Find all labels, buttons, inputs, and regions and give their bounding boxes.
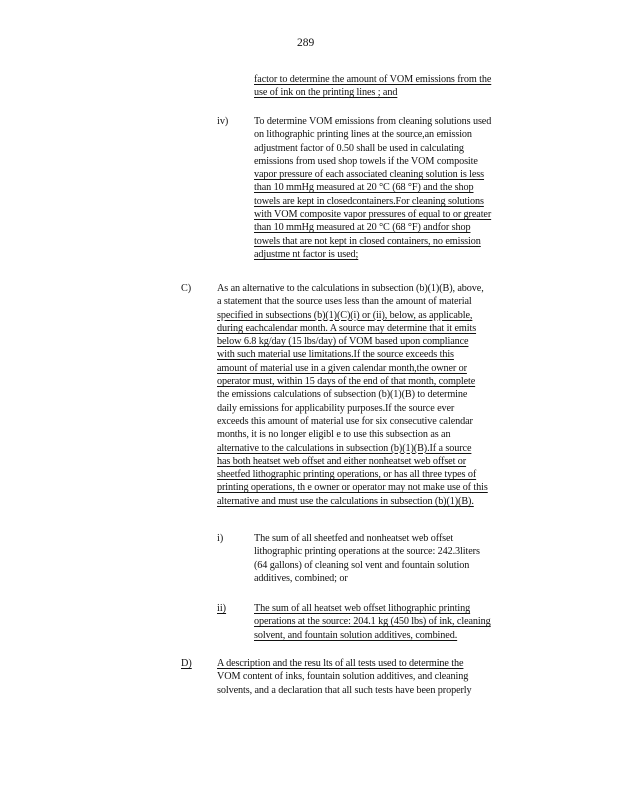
text-line: during eachcalendar month. A source may determine that it emits <box>217 322 477 334</box>
text-line: solvents, and a declaration that all such tests have been properly <box>217 684 472 696</box>
text-line: specified in subsections (b)(1)(C)(i) or (ii), below, as applicable, <box>217 309 473 321</box>
text-line: daily emissions for applicability purposes.If the source ever <box>217 402 455 414</box>
text-line: operations at the source: 204.1 kg (450 lbs) of ink, cleaning <box>254 616 491 628</box>
text-line: emissions from used shop towels if the VOM composite <box>254 155 478 167</box>
text-line: with VOM composite vapor pressures of equal to or greater <box>254 209 492 221</box>
text-line: towels are kept in closedcontainers.For cleaning solutions <box>254 195 484 207</box>
text-line: sheetfed lithographic printing operations, or has all three types of <box>217 469 477 481</box>
text-line: has both heatset web offset and either nonheatset web offset or <box>217 455 467 467</box>
item-d-text <box>217 657 472 697</box>
text-line: towels that are not kept in closed containers, no emission <box>254 235 481 247</box>
item-label-c: C) <box>181 283 192 294</box>
item-ii-text <box>254 602 491 642</box>
text-line: (64 gallons) of cleaning sol vent and fountain solution <box>254 559 470 571</box>
item-label-i: i) <box>217 533 224 544</box>
text-line: alternative to the calculations in subsection (b)(1)(B).If a source <box>217 442 472 454</box>
text-line: A description and the resu lts of all tests used to determine the <box>217 658 464 669</box>
text-line: the emissions calculations of subsection (b)(1)(B) to determine <box>217 389 468 401</box>
text-line: exceeds this amount of material use for six consecutive calendar <box>217 415 473 427</box>
text-line: additives, combined; or <box>254 572 348 584</box>
item-iv-text <box>254 115 491 261</box>
text-line: below 6.8 kg/day (15 lbs/day) of VOM based upon compliance <box>217 336 469 348</box>
text-line: vapor pressure of each associated cleaning solution is less <box>254 169 485 181</box>
text-line: than 10 mmHg measured at 20 °C (68 °F) and the shop <box>254 182 474 194</box>
text-line: The sum of all heatset web offset lithographic printing <box>254 603 471 614</box>
text-line: lithographic printing operations at the source: 242.3liters <box>254 546 480 558</box>
item-label-d: D) <box>181 658 192 669</box>
item-c-text <box>217 282 488 508</box>
item-i-text <box>254 532 480 585</box>
text-line: a statement that the source uses less than the amount of material <box>217 296 472 308</box>
text-line: solvent, and fountain solution additives, combined. <box>254 629 458 641</box>
text-line: use of ink on the printing lines ; and <box>254 87 398 99</box>
text-line: on lithographic printing lines at the source,an emission <box>254 129 472 141</box>
text-line: alternative and must use the calculations in subsection (b)(1)(B). <box>217 495 474 507</box>
text-line: The sum of all sheetfed and nonheatset web offset <box>254 533 454 544</box>
text-line: months, it is no longer eligibl e to use this subsection as an <box>217 429 451 441</box>
text-line: As an alternative to the calculations in subsection (b)(1)(B), above, <box>217 283 484 294</box>
text-line: amount of material use in a given calendar month,the owner or <box>217 362 467 374</box>
text-line: VOM content of inks, fountain solution additives, and cleaning <box>217 671 469 683</box>
text-line: with such material use limitations.If the source exceeds this <box>217 349 454 361</box>
text-line: than 10 mmHg measured at 20 °C (68 °F) andfor shop <box>254 222 471 234</box>
page-number: 289 <box>297 37 315 49</box>
continuation-text <box>254 73 491 100</box>
text-line: To determine VOM emissions from cleaning solutions used <box>254 116 492 127</box>
text-line: factor to determine the amount of VOM emissions from the <box>254 74 492 85</box>
item-label-ii: ii) <box>217 603 227 614</box>
text-line: adjustme nt factor is used; <box>254 248 359 260</box>
text-line: printing operations, th e owner or operator may not make use of this <box>217 482 488 494</box>
text-line: operator must, within 15 days of the end of that month, complete <box>217 376 476 388</box>
item-label-iv: iv) <box>217 116 229 127</box>
text-line: adjustment factor of 0.50 shall be used in calculating <box>254 142 464 154</box>
